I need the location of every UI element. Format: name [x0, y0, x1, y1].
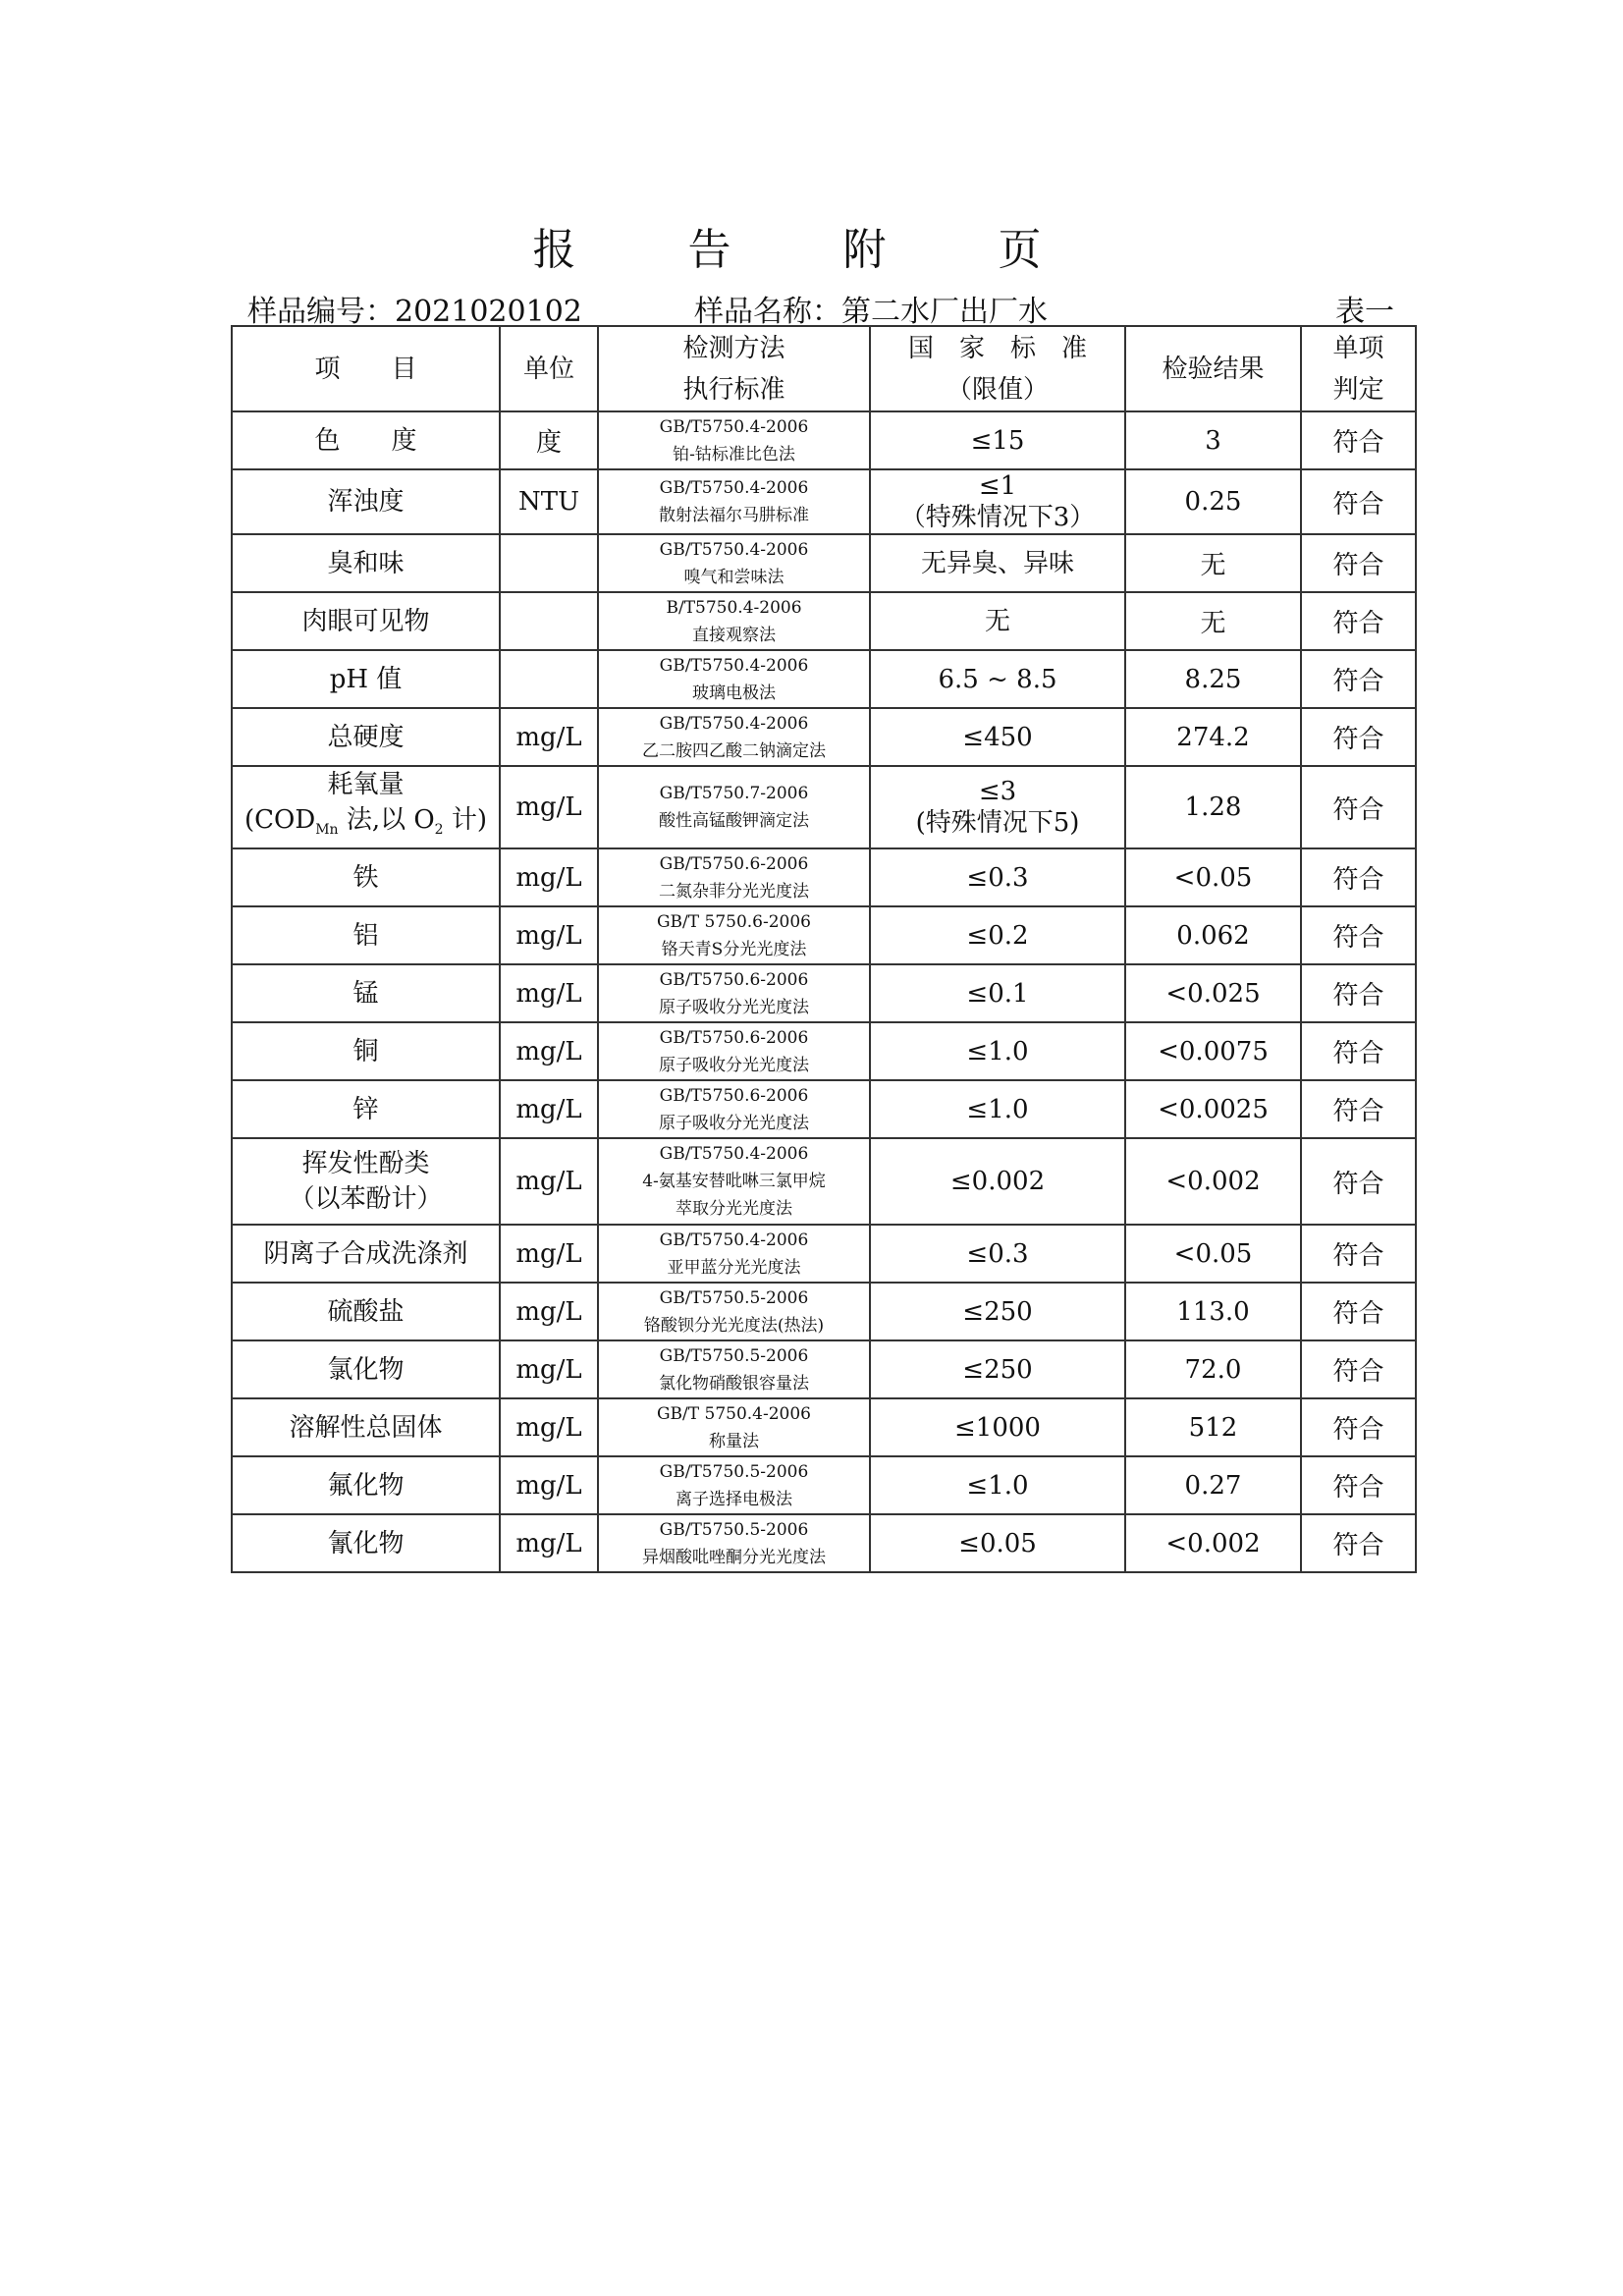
- header-method-line2: 执行标准: [682, 374, 785, 405]
- standard-code: GB/T5750.7-2006: [659, 784, 809, 804]
- cell-unit: mg/L: [500, 1340, 598, 1398]
- cell-method: [598, 1080, 870, 1138]
- cell-item: [232, 650, 500, 708]
- item-name: pH 值: [329, 664, 403, 694]
- standard-code: GB/T5750.5-2006: [659, 1287, 809, 1308]
- item-name: 氯化物: [327, 1354, 405, 1385]
- cell-result: 512: [1125, 1398, 1301, 1456]
- method-name: 玻璃电极法: [692, 683, 776, 703]
- method-name-cont: 萃取分光光度法: [676, 1199, 792, 1220]
- cell-limit: [870, 1340, 1125, 1398]
- cell-verdict: 符合: [1301, 650, 1416, 708]
- cell-verdict: 符合: [1301, 766, 1416, 848]
- item-name: 溶解性总固体: [289, 1412, 443, 1443]
- table-row: [232, 1398, 1416, 1456]
- cell-limit: [870, 906, 1125, 964]
- cell-unit: mg/L: [500, 708, 598, 766]
- cell-unit: mg/L: [500, 848, 598, 906]
- cell-method: [598, 411, 870, 469]
- table-row: [232, 1340, 1416, 1398]
- cell-item: [232, 906, 500, 964]
- limit-value: ≤1.0: [966, 1094, 1029, 1124]
- standard-code: GB/T5750.6-2006: [659, 1085, 809, 1106]
- table-row: [232, 964, 1416, 1022]
- item-name: 挥发性酚类: [301, 1149, 430, 1179]
- method-name: 异烟酸吡唑酮分光光度法: [642, 1547, 826, 1567]
- method-name: 乙二胺四乙酸二钠滴定法: [642, 740, 826, 761]
- cell-result: 8.25: [1125, 650, 1301, 708]
- limit-value: 6.5 ~ 8.5: [938, 664, 1057, 694]
- cell-method: [598, 1398, 870, 1456]
- cell-method: [598, 469, 870, 534]
- cell-verdict: 符合: [1301, 1514, 1416, 1572]
- cell-limit: [870, 766, 1125, 848]
- cell-result: 无: [1125, 592, 1301, 650]
- cell-limit: [870, 534, 1125, 592]
- limit-value: 无: [984, 606, 1010, 636]
- cell-method: [598, 592, 870, 650]
- cell-limit: [870, 1514, 1125, 1572]
- table-row: [232, 1225, 1416, 1283]
- cell-method: [598, 1340, 870, 1398]
- cell-item: [232, 411, 500, 469]
- standard-code: GB/T5750.6-2006: [659, 1027, 809, 1048]
- standard-code: GB/T5750.4-2006: [659, 655, 809, 676]
- item-name: 铜: [352, 1036, 379, 1066]
- cell-unit: mg/L: [500, 1080, 598, 1138]
- limit-value: ≤1.0: [966, 1036, 1029, 1066]
- item-name: 氟化物: [327, 1470, 405, 1501]
- cell-method: [598, 708, 870, 766]
- cell-limit: [870, 708, 1125, 766]
- header-verdict-line2: 判定: [1332, 374, 1384, 405]
- table-row: [232, 1514, 1416, 1572]
- standard-code: GB/T5750.4-2006: [659, 1230, 809, 1250]
- table-row: [232, 766, 1416, 848]
- cell-verdict: 符合: [1301, 1283, 1416, 1340]
- header-limit: [870, 326, 1125, 411]
- cell-method: [598, 1138, 870, 1225]
- cell-unit: [500, 534, 598, 592]
- limit-value: ≤0.2: [966, 920, 1029, 951]
- cell-result: 无: [1125, 534, 1301, 592]
- cell-result: 113.0: [1125, 1283, 1301, 1340]
- cell-unit: mg/L: [500, 1022, 598, 1080]
- cell-unit: mg/L: [500, 1138, 598, 1225]
- cell-result: <0.002: [1125, 1514, 1301, 1572]
- cell-limit: [870, 1456, 1125, 1514]
- cell-method: [598, 766, 870, 848]
- cell-item: [232, 1514, 500, 1572]
- cell-item: [232, 964, 500, 1022]
- item-note-sub: Mn: [315, 822, 339, 839]
- cell-limit: [870, 650, 1125, 708]
- standard-code: GB/T5750.6-2006: [659, 969, 809, 990]
- item-note: （以苯酚计）: [289, 1184, 443, 1215]
- cell-item: [232, 1080, 500, 1138]
- item-note-part: 计): [451, 805, 488, 835]
- method-name: 离子选择电极法: [676, 1489, 792, 1509]
- method-name: 4-氨基安替吡啉三氯甲烷: [642, 1172, 826, 1192]
- standard-code: GB/T 5750.4-2006: [656, 1403, 812, 1424]
- cell-item: [232, 592, 500, 650]
- cell-item: [232, 1225, 500, 1283]
- cell-result: 0.25: [1125, 469, 1301, 534]
- method-name: 酸性高锰酸钾滴定法: [659, 811, 809, 832]
- cell-verdict: 符合: [1301, 1225, 1416, 1283]
- header-result: 检验结果: [1125, 326, 1301, 411]
- item-name: 肉眼可见物: [301, 606, 430, 636]
- method-name: 原子吸收分光光度法: [659, 1113, 809, 1133]
- cell-item: [232, 1138, 500, 1225]
- table-label: 表一: [1335, 295, 1394, 329]
- cell-result: <0.0025: [1125, 1080, 1301, 1138]
- cell-unit: mg/L: [500, 1456, 598, 1514]
- sample-number-label: 样品编号：: [247, 295, 395, 329]
- item-name: 氰化物: [327, 1528, 405, 1558]
- item-name: 铝: [352, 920, 379, 951]
- method-name: 直接观察法: [692, 625, 776, 645]
- limit-value: ≤0.002: [949, 1167, 1046, 1197]
- standard-code: GB/T 5750.6-2006: [656, 911, 812, 932]
- cell-unit: 度: [500, 411, 598, 469]
- cell-unit: NTU: [500, 469, 598, 534]
- item-name: 浑浊度: [327, 487, 405, 517]
- cell-method: [598, 1456, 870, 1514]
- table-row: [232, 848, 1416, 906]
- cell-result: <0.05: [1125, 1225, 1301, 1283]
- limit-value: ≤250: [962, 1354, 1033, 1385]
- cell-result: 3: [1125, 411, 1301, 469]
- cell-limit: [870, 411, 1125, 469]
- cell-unit: mg/L: [500, 766, 598, 848]
- method-name: 铂-钴标准比色法: [673, 444, 795, 465]
- sample-name-label: 样品名称：: [694, 295, 841, 329]
- cell-item: [232, 848, 500, 906]
- cell-result: <0.0075: [1125, 1022, 1301, 1080]
- header-limit-line1: 国 家 标 准: [907, 333, 1087, 363]
- item-name: 锌: [352, 1094, 379, 1124]
- sample-name-value: 第二水厂出厂水: [841, 295, 1048, 329]
- cell-result: <0.05: [1125, 848, 1301, 906]
- item-name: 阴离子合成洗涤剂: [263, 1238, 468, 1269]
- cell-limit: [870, 848, 1125, 906]
- cell-result: 0.27: [1125, 1456, 1301, 1514]
- cell-verdict: 符合: [1301, 964, 1416, 1022]
- standard-code: GB/T5750.5-2006: [659, 1461, 809, 1482]
- limit-value: ≤250: [962, 1296, 1033, 1327]
- cell-unit: mg/L: [500, 906, 598, 964]
- cell-verdict: 符合: [1301, 592, 1416, 650]
- cell-result: 72.0: [1125, 1340, 1301, 1398]
- header-unit: 单位: [500, 326, 598, 411]
- cell-verdict: 符合: [1301, 708, 1416, 766]
- table-row: [232, 708, 1416, 766]
- method-name: 原子吸收分光光度法: [659, 1055, 809, 1075]
- standard-code: B/T5750.4-2006: [666, 597, 802, 618]
- header-limit-line2: （限值）: [946, 374, 1049, 405]
- cell-method: [598, 1022, 870, 1080]
- item-note-part: 法,以 O: [346, 805, 435, 835]
- standard-code: GB/T5750.4-2006: [659, 1144, 809, 1165]
- sample-number: [247, 287, 582, 330]
- cell-limit: [870, 1138, 1125, 1225]
- cell-unit: mg/L: [500, 1283, 598, 1340]
- cell-item: [232, 1456, 500, 1514]
- cell-item: [232, 708, 500, 766]
- table-row: [232, 411, 1416, 469]
- cell-result: <0.002: [1125, 1138, 1301, 1225]
- item-name: 臭和味: [327, 548, 405, 578]
- limit-value: ≤15: [970, 425, 1025, 456]
- limit-value: ≤0.3: [966, 1238, 1029, 1269]
- header-verdict-line1: 单项: [1332, 333, 1384, 363]
- limit-value: ≤3: [978, 777, 1017, 807]
- cell-limit: [870, 1225, 1125, 1283]
- cell-verdict: 符合: [1301, 469, 1416, 534]
- standard-code: GB/T5750.5-2006: [659, 1519, 809, 1540]
- limit-value: ≤450: [962, 722, 1033, 752]
- standard-code: GB/T5750.4-2006: [659, 416, 809, 437]
- method-name: 铬酸钡分光光度法(热法): [643, 1315, 825, 1336]
- cell-unit: mg/L: [500, 964, 598, 1022]
- page-title: 报 告 附 页: [532, 225, 1091, 275]
- cell-item: [232, 1283, 500, 1340]
- cell-verdict: 符合: [1301, 1080, 1416, 1138]
- standard-code: GB/T5750.4-2006: [659, 539, 809, 560]
- cell-verdict: 符合: [1301, 1138, 1416, 1225]
- cell-verdict: 符合: [1301, 1340, 1416, 1398]
- cell-method: [598, 964, 870, 1022]
- table-row: [232, 1283, 1416, 1340]
- cell-method: [598, 848, 870, 906]
- sample-name: [694, 287, 1048, 330]
- limit-value: ≤0.05: [958, 1528, 1037, 1558]
- cell-limit: [870, 592, 1125, 650]
- standard-code: GB/T5750.4-2006: [659, 478, 809, 498]
- cell-limit: [870, 469, 1125, 534]
- cell-verdict: 符合: [1301, 848, 1416, 906]
- standard-code: GB/T5750.6-2006: [659, 853, 809, 874]
- method-name: 铬天青S分光光度法: [661, 939, 807, 959]
- cell-verdict: 符合: [1301, 906, 1416, 964]
- item-name: 色 度: [314, 425, 417, 456]
- table-row: [232, 1022, 1416, 1080]
- sample-number-value: 2021020102: [395, 295, 582, 329]
- cell-item: [232, 1340, 500, 1398]
- cell-unit: mg/L: [500, 1514, 598, 1572]
- table-row: [232, 592, 1416, 650]
- limit-value: ≤1.0: [966, 1470, 1029, 1501]
- cell-item: [232, 1398, 500, 1456]
- item-note-part: (COD: [243, 805, 316, 835]
- table-row: [232, 906, 1416, 964]
- header-method-line1: 检测方法: [682, 333, 785, 363]
- method-name: 氯化物硝酸银容量法: [659, 1373, 809, 1394]
- cell-method: [598, 1283, 870, 1340]
- report-meta: [247, 287, 1394, 329]
- item-name: 铁: [352, 862, 379, 893]
- cell-limit: [870, 1398, 1125, 1456]
- table-row: [232, 534, 1416, 592]
- cell-result: 0.062: [1125, 906, 1301, 964]
- limit-value: ≤1: [978, 471, 1017, 501]
- cell-limit: [870, 964, 1125, 1022]
- table-row: [232, 650, 1416, 708]
- limit-note: （特殊情况下3）: [899, 503, 1096, 532]
- item-name: 总硬度: [327, 722, 405, 752]
- cell-unit: mg/L: [500, 1398, 598, 1456]
- cell-verdict: 符合: [1301, 1456, 1416, 1514]
- cell-unit: mg/L: [500, 1225, 598, 1283]
- cell-item: [232, 534, 500, 592]
- standard-code: GB/T5750.4-2006: [659, 713, 809, 734]
- method-name: 散射法福尔马肼标准: [659, 506, 809, 525]
- limit-value: ≤1000: [954, 1412, 1041, 1443]
- cell-result: 274.2: [1125, 708, 1301, 766]
- cell-method: [598, 906, 870, 964]
- results-table: [231, 325, 1417, 1573]
- cell-verdict: 符合: [1301, 411, 1416, 469]
- cell-verdict: 符合: [1301, 1022, 1416, 1080]
- cell-item: [232, 469, 500, 534]
- cell-item: [232, 1022, 500, 1080]
- limit-value: 无异臭、异味: [920, 548, 1074, 578]
- limit-value: ≤0.1: [966, 978, 1029, 1009]
- cell-method: [598, 534, 870, 592]
- method-name: 二氮杂菲分光光度法: [659, 881, 809, 902]
- cell-method: [598, 1225, 870, 1283]
- table-row: [232, 469, 1416, 534]
- header-verdict: [1301, 326, 1416, 411]
- table-header-row: [232, 326, 1416, 411]
- method-name: 嗅气和尝味法: [683, 567, 784, 587]
- limit-note: (特殊情况下5): [915, 808, 1080, 839]
- item-name: 锰: [352, 978, 379, 1009]
- cell-verdict: 符合: [1301, 534, 1416, 592]
- item-note: [233, 802, 499, 847]
- cell-result: 1.28: [1125, 766, 1301, 848]
- method-name: 亚甲蓝分光光度法: [667, 1257, 801, 1278]
- method-name: 原子吸收分光光度法: [659, 997, 809, 1017]
- item-name: 耗氧量: [327, 770, 405, 799]
- table-row: [232, 1138, 1416, 1225]
- cell-limit: [870, 1283, 1125, 1340]
- cell-method: [598, 1514, 870, 1572]
- cell-verdict: 符合: [1301, 1398, 1416, 1456]
- cell-limit: [870, 1080, 1125, 1138]
- cell-method: [598, 650, 870, 708]
- method-name: 称量法: [709, 1431, 759, 1451]
- item-note-sub: 2: [434, 822, 444, 839]
- table-row: [232, 1080, 1416, 1138]
- header-item: 项 目: [232, 326, 500, 411]
- header-method: [598, 326, 870, 411]
- table-row: [232, 1456, 1416, 1514]
- cell-result: <0.025: [1125, 964, 1301, 1022]
- cell-item: [232, 766, 500, 848]
- cell-limit: [870, 1022, 1125, 1080]
- standard-code: GB/T5750.5-2006: [659, 1345, 809, 1366]
- cell-unit: [500, 592, 598, 650]
- limit-value: ≤0.3: [966, 862, 1029, 893]
- item-name: 硫酸盐: [327, 1296, 405, 1327]
- cell-unit: [500, 650, 598, 708]
